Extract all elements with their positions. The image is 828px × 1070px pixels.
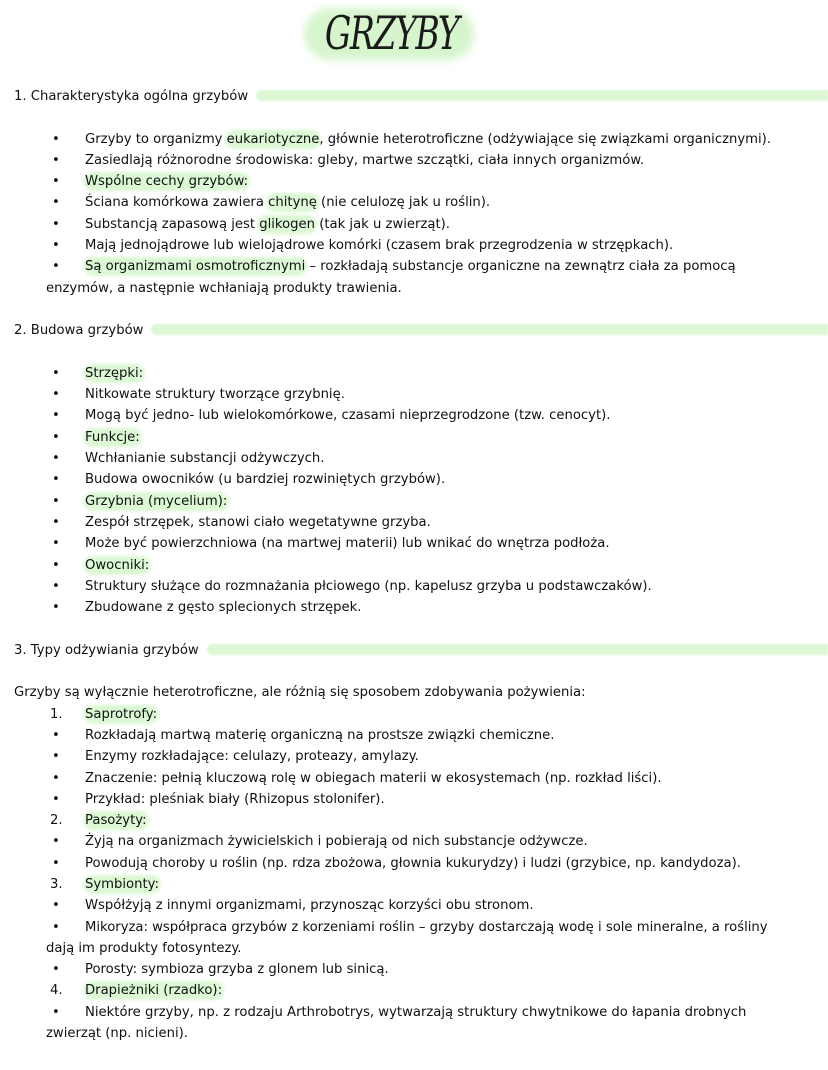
item-text: Substancją zapasową jest [85,216,260,232]
list-item [0,555,828,576]
blank-line [0,618,828,639]
bullet-icon: • [52,472,60,488]
highlighted-text: Owocniki: [85,557,150,573]
highlighted-text: Strzępki: [85,365,144,381]
item-text: Powodują choroby u roślin (np. rdza zbożowa, głownia kukurydzy) i ludzi (grzybice, np. kandydoza). [85,855,741,871]
item-text: Współżyją z innymi organizmami, przynosząc korzyści obu stronom. [85,898,534,914]
list-item [0,448,828,469]
item-text: Żyją na organizmach żywicielskich i pobierają od nich substancje odżywcze. [85,834,588,850]
section-intro: Grzyby są wyłącznie heterotroficzne, ale różnią się sposobem zdobywania pożywienia: [14,685,586,701]
item-text: (nie celulozę jak u roślin). [316,195,491,211]
highlighted-text: eukariotyczne [226,131,320,147]
list-item [0,192,828,213]
item-text: Nitkowate struktury tworzące grzybnię. [85,387,345,403]
bullet-icon: • [52,408,60,424]
list-item [0,597,828,618]
item-text: Zespół strzępek, stanowi ciało wegetatywne grzyba. [85,514,431,530]
document-body [0,86,828,1044]
numbered-item [0,874,828,895]
bullet-icon: • [52,855,60,871]
item-text: Mikoryza: współpraca grzybów z korzeniami roślin – grzyby dostarczają wodę i sole mineralne, a rośliny [85,919,768,935]
page-title [300,4,478,64]
blank-line [0,299,828,320]
blank-line [0,661,828,682]
highlighted-text: Wspólne cechy grzybów: [85,174,249,190]
bullet-icon: • [52,749,60,765]
bullet-icon: • [52,727,60,743]
blank-line [0,107,828,128]
bullet-icon: • [52,493,60,509]
list-item [0,150,828,171]
numbered-item [0,980,828,1001]
heading-highlight-bar [207,644,828,655]
list-item [0,895,828,916]
bullet-icon: • [52,557,60,573]
bullet-icon: • [52,898,60,914]
item-text: Mogą być jedno- lub wielokomórkowe, czasami nieprzegrodzone (tzw. cenocyt). [85,408,611,424]
item-text: Zbudowane z gęsto splecionych strzępek. [85,600,362,616]
item-text: – rozkładają substancje organiczne na zewnątrz ciała za pomocą [305,259,736,275]
list-item [0,214,828,235]
bullet-icon: • [52,131,60,147]
bullet-icon: • [52,238,60,254]
item-continuation: dają im produkty fotosyntezy. [46,940,242,956]
item-number: 4. [50,983,63,999]
list-item [0,512,828,533]
list-item [0,853,828,874]
item-text: Ściana komórkowa zawiera [85,195,269,211]
item-continuation: zwierząt (np. nicieni). [46,1026,188,1042]
section-heading-text: 3. Typy odżywiania grzybów [14,642,199,658]
list-item [0,959,828,980]
bullet-icon: • [52,195,60,211]
list-item [0,235,828,256]
item-number: 2. [50,813,63,829]
item-text: (tak jak u zwierząt). [315,216,450,232]
bullet-icon: • [52,451,60,467]
list-item [0,917,828,938]
list-item [0,789,828,810]
list-item [0,746,828,767]
bullet-icon: • [52,152,60,168]
bullet-icon: • [52,429,60,445]
bullet-icon: • [52,578,60,594]
list-item [0,576,828,597]
bullet-icon: • [52,174,60,190]
bullet-icon: • [52,791,60,807]
item-text: Budowa owocników (u bardziej rozwiniętych grzybów). [85,472,446,488]
list-item [0,831,828,852]
item-text: Rozkładają martwą materię organiczną na prostsze związki chemiczne. [85,727,555,743]
highlighted-text: Symbionty: [85,876,159,892]
highlighted-text: Grzybnia (mycelium): [85,493,228,509]
highlighted-text: Funkcje: [85,429,140,445]
item-text: Wchłanianie substancji odżywczych. [85,451,325,467]
item-text: Enzymy rozkładające: celulazy, proteazy, amylazy. [85,749,419,765]
item-text: , głównie heterotroficzne (odżywiające się związkami organicznymi). [319,131,772,147]
bullet-icon: • [52,962,60,978]
list-item [0,469,828,490]
section-heading [0,320,828,341]
bullet-icon: • [52,514,60,530]
item-text: Porosty: symbioza grzyba z glonem lub sinicą. [85,962,389,978]
heading-highlight-bar [256,90,828,101]
item-continuation: enzymów, a następnie wchłaniają produkty trawienia. [46,280,402,296]
list-item [0,363,828,384]
item-number: 1. [50,706,63,722]
item-number: 3. [50,876,63,892]
section-heading [0,86,828,107]
bullet-icon: • [52,259,60,275]
highlighted-text: chitynę [268,195,317,211]
item-text: Struktury służące do rozmnażania płciowego (np. kapelusz grzyba u podstawczaków). [85,578,652,594]
item-text: Mają jednojądrowe lub wielojądrowe komórki (czasem brak przegrodzenia w strzępkach). [85,238,674,254]
numbered-item [0,704,828,725]
highlighted-text: glikogen [259,216,316,232]
item-text: Niektóre grzyby, np. z rodzaju Arthrobotrys, wytwarzają struktury chwytnikowe do łapania drobnych [85,1004,747,1020]
bullet-icon: • [52,919,60,935]
bullet-icon: • [52,387,60,403]
item-text: Może być powierzchniowa (na martwej materii) lub wnikać do wnętrza podłoża. [85,536,610,552]
highlighted-text: Saprotrofy: [85,706,158,722]
item-text: Grzyby to organizmy [85,131,227,147]
list-item [0,1002,828,1023]
list-item [0,405,828,426]
bullet-icon: • [52,1004,60,1020]
bullet-icon: • [52,365,60,381]
highlighted-text: Są organizmami osmotroficznymi [85,259,306,275]
blank-line [0,342,828,363]
item-text: Znaczenie: pełnią kluczową rolę w obiegach materii w ekosystemach (np. rozkład liści). [85,770,662,786]
bullet-icon: • [52,216,60,232]
list-item [0,427,828,448]
title-text: GRZYBY [324,6,459,60]
list-item [0,171,828,192]
numbered-item [0,810,828,831]
bullet-icon: • [52,536,60,552]
list-item [0,256,828,277]
item-text: Zasiedlają różnorodne środowiska: gleby, martwe szczątki, ciała innych organizmów. [85,152,645,168]
highlighted-text: Pasożyty: [85,813,147,829]
list-item [0,725,828,746]
section-heading [0,640,828,661]
heading-highlight-bar [151,324,828,335]
list-item [0,129,828,150]
bullet-icon: • [52,834,60,850]
bullet-icon: • [52,600,60,616]
highlighted-text: Drapieżniki (rzadko): [85,983,223,999]
list-item [0,384,828,405]
list-item [0,533,828,554]
item-text: Przykład: pleśniak biały (Rhizopus stolonifer). [85,791,385,807]
bullet-icon: • [52,770,60,786]
section-heading-text: 2. Budowa grzybów [14,323,144,339]
section-heading-text: 1. Charakterystyka ogólna grzybów [14,89,249,104]
list-item [0,491,828,512]
list-item [0,768,828,789]
